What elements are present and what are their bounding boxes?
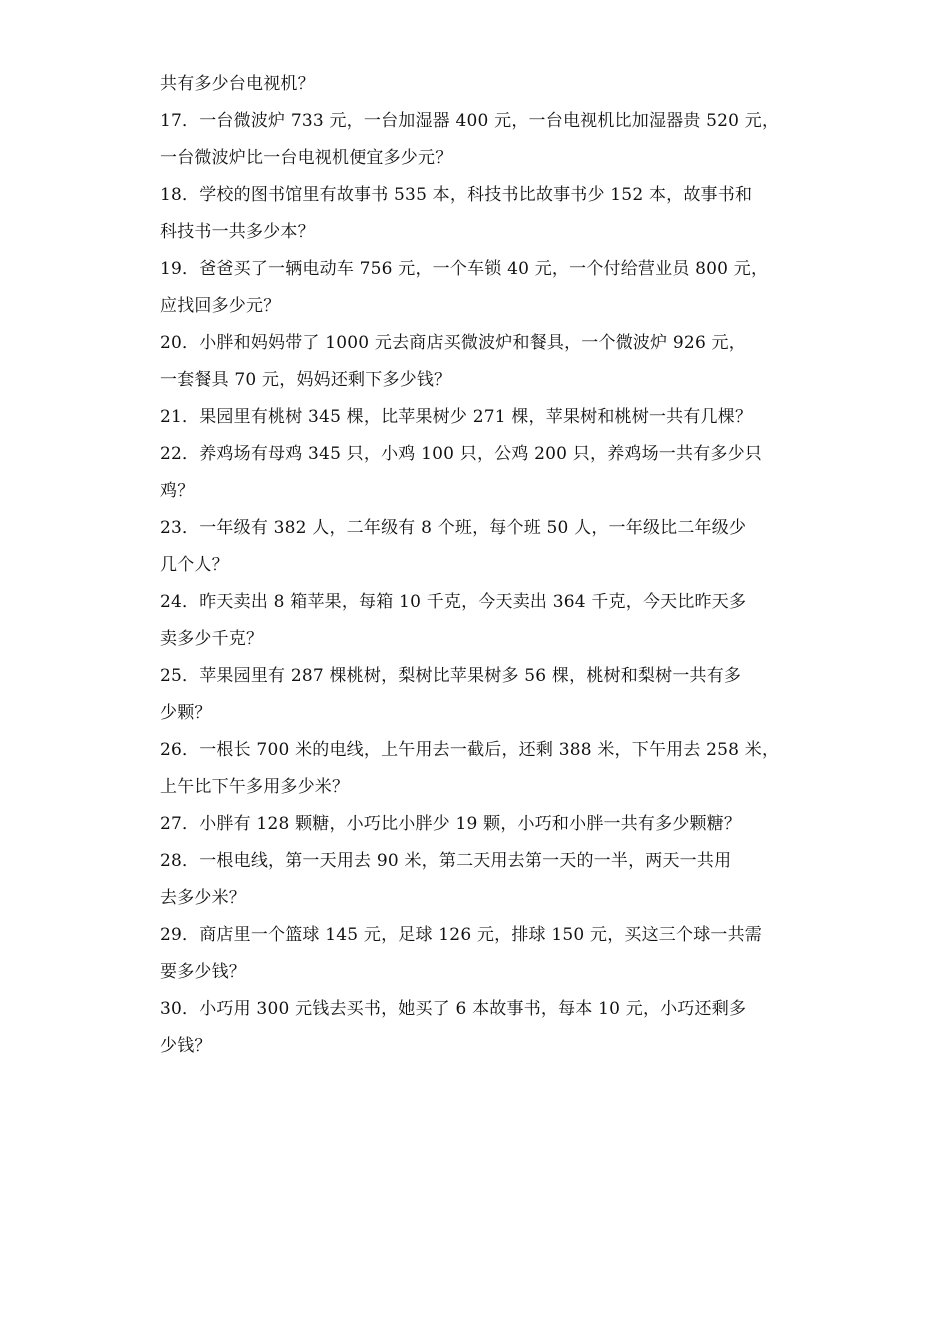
worksheet-page bbox=[160, 66, 800, 1065]
problem-22-line-1: 22．养鸡场有母鸡 345 只，小鸡 100 只，公鸡 200 只，养鸡场一共有多少只 bbox=[160, 444, 762, 464]
problem-28-line-1: 28．一根电线，第一天用去 90 米，第二天用去第一天的一半，两天一共用 bbox=[160, 851, 732, 871]
problem-24-line-1: 24．昨天卖出 8 箱苹果，每箱 10 千克，今天卖出 364 千克，今天比昨天多 bbox=[160, 592, 747, 612]
problem-20-line-1: 20．小胖和妈妈带了 1000 元去商店买微波炉和餐具，一个微波炉 926 元， bbox=[160, 333, 746, 353]
problem-26-line-1: 26．一根长 700 米的电线，上午用去一截后，还剩 388 米，下午用去 258 米， bbox=[160, 740, 780, 760]
problem-29-line-1: 29．商店里一个篮球 145 元，足球 126 元，排球 150 元，买这三个球一共需 bbox=[160, 925, 762, 945]
problem-16-line-2: 共有多少台电视机？ bbox=[160, 74, 315, 94]
problem-28-line-2: 去多少米？ bbox=[160, 888, 246, 908]
problem-20-line-2: 一套餐具 70 元，妈妈还剩下多少钱？ bbox=[160, 370, 452, 390]
problem-18-line-2: 科技书一共多少本？ bbox=[160, 222, 315, 242]
problem-29-line-2: 要多少钱？ bbox=[160, 962, 246, 982]
problem-19-line-1: 19．爸爸买了一辆电动车 756 元，一个车锁 40 元，一个付给营业员 800 元， bbox=[160, 259, 769, 279]
problem-22-line-2: 鸡？ bbox=[160, 481, 195, 501]
problem-17-line-2: 一台微波炉比一台电视机便宜多少元？ bbox=[160, 148, 453, 168]
problem-27-line-1: 27．小胖有 128 颗糖，小巧比小胖少 19 颗，小巧和小胖一共有多少颗糖？ bbox=[160, 814, 742, 834]
problem-30-line-2: 少钱？ bbox=[160, 1036, 212, 1056]
problem-25-line-1: 25．苹果园里有 287 棵桃树，梨树比苹果树多 56 棵，桃树和梨树一共有多 bbox=[160, 666, 742, 686]
problem-26-line-2: 上午比下午多用多少米？ bbox=[160, 777, 350, 797]
problem-21-line-1: 21．果园里有桃树 345 棵，比苹果树少 271 棵，苹果树和桃树一共有几棵？ bbox=[160, 407, 753, 427]
problem-30-line-1: 30．小巧用 300 元钱去买书，她买了 6 本故事书，每本 10 元，小巧还剩多 bbox=[160, 999, 747, 1019]
problem-18-line-1: 18．学校的图书馆里有故事书 535 本，科技书比故事书少 152 本，故事书和 bbox=[160, 185, 753, 205]
problem-19-line-2: 应找回多少元？ bbox=[160, 296, 281, 316]
problem-24-line-2: 卖多少千克？ bbox=[160, 629, 264, 649]
problem-23-line-1: 23．一年级有 382 人，二年级有 8 个班，每个班 50 人，一年级比二年级少 bbox=[160, 518, 747, 538]
problem-25-line-2: 少颗？ bbox=[160, 703, 212, 723]
problem-23-line-2: 几个人？ bbox=[160, 555, 229, 575]
problem-17-line-1: 17．一台微波炉 733 元，一台加湿器 400 元，一台电视机比加湿器贵 520 元， bbox=[160, 111, 780, 131]
